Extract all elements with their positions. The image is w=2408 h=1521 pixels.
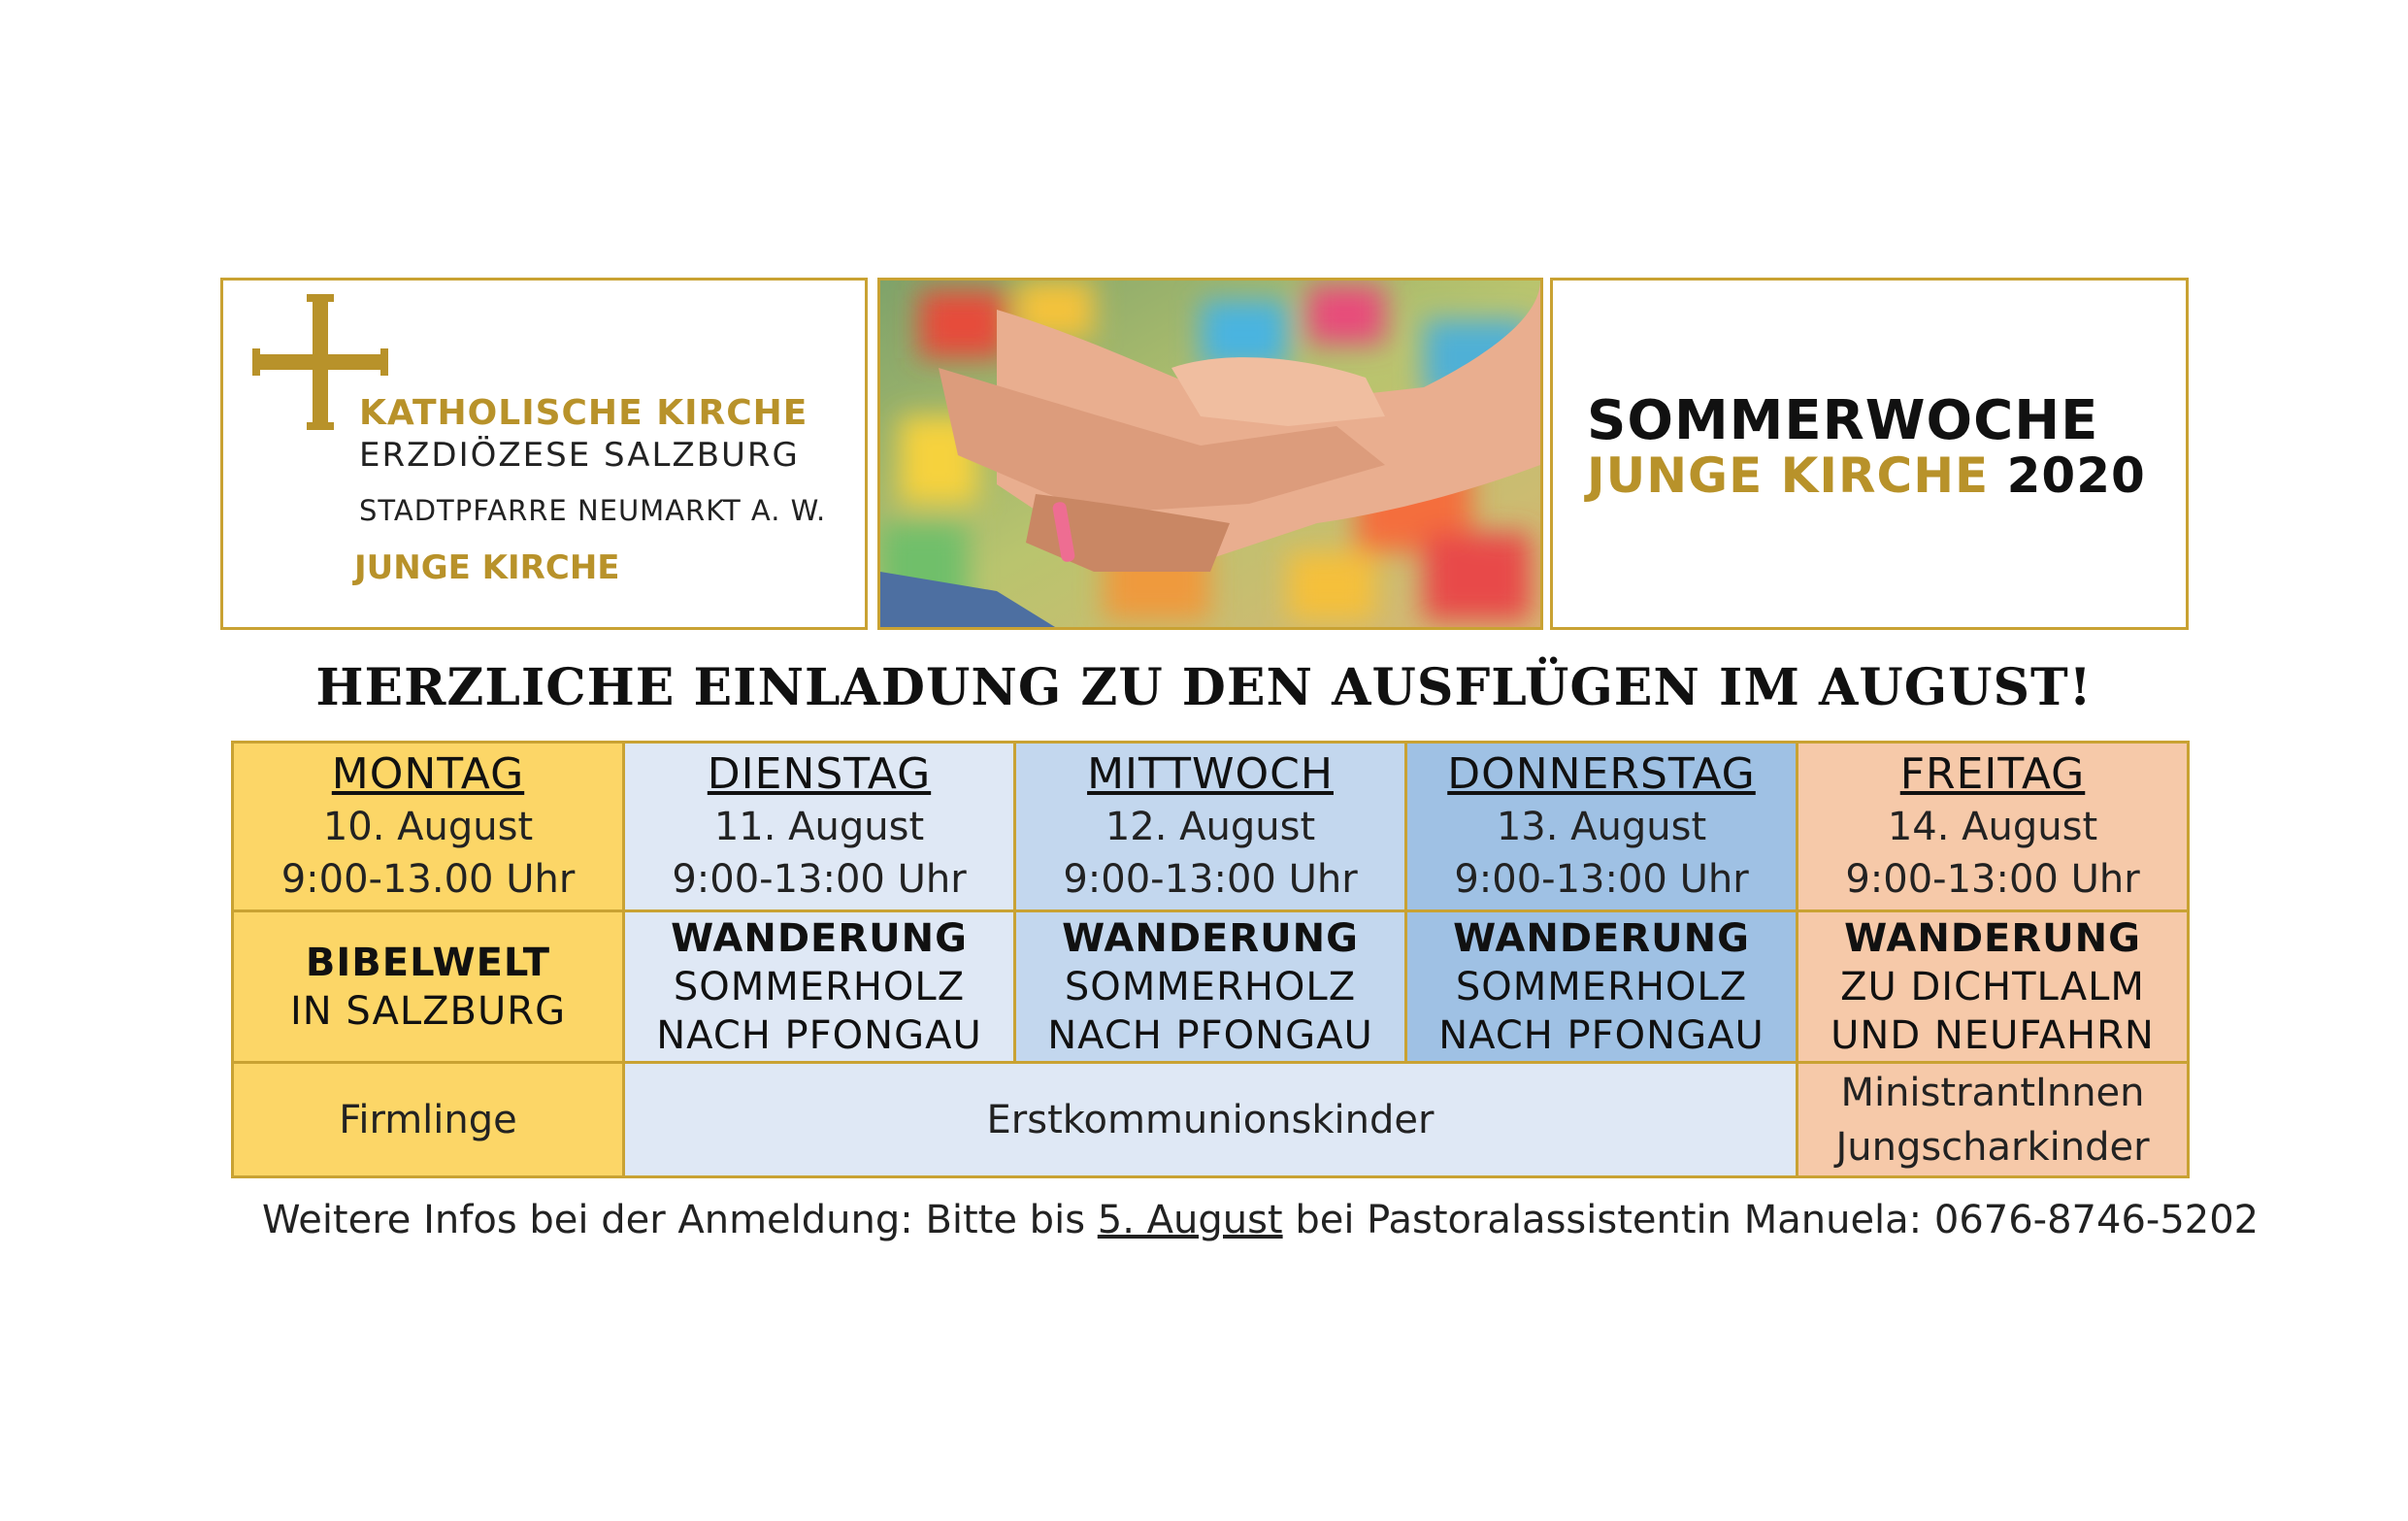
table-row	[233, 743, 2189, 911]
activity-title: WANDERUNG	[1062, 915, 1359, 961]
schedule-table	[231, 741, 2190, 1178]
activity-cell-wednesday	[1015, 911, 1406, 1063]
activity-cell-friday	[1798, 911, 2189, 1063]
activity-title: WANDERUNG	[671, 915, 968, 961]
logo-diocese: ERZDIÖZESE SALZBURG	[359, 436, 800, 475]
table-row	[233, 1063, 2189, 1177]
event-subtitle-group: JUNGE KIRCHE	[1587, 447, 1990, 504]
day-date: 14. August	[1887, 804, 2098, 849]
group-cell-friday	[1798, 1063, 2189, 1177]
day-time: 9:00-13.00 Uhr	[280, 856, 576, 902]
activity-detail: SOMMERHOLZ	[1064, 964, 1357, 1009]
table-row	[233, 911, 2189, 1063]
hands-together-image	[880, 281, 1540, 627]
day-cell-tuesday	[624, 743, 1015, 911]
group-cell-monday: Firmlinge	[233, 1063, 624, 1177]
day-cell-friday	[1798, 743, 2189, 911]
activity-detail: NACH PFONGAU	[1047, 1012, 1373, 1058]
day-name: DIENSTAG	[707, 748, 932, 799]
event-subtitle	[1587, 447, 2146, 504]
day-date: 12. August	[1105, 804, 1316, 849]
event-year: 2020	[2006, 447, 2146, 504]
activity-detail: IN SALZBURG	[289, 988, 567, 1034]
activity-detail: SOMMERHOLZ	[1455, 964, 1748, 1009]
logo-group: JUNGE KIRCHE	[354, 548, 620, 587]
activity-detail: ZU DICHTLALM	[1840, 964, 2145, 1009]
activity-title: WANDERUNG	[1844, 915, 2141, 961]
day-time: 9:00-13:00 Uhr	[672, 856, 967, 902]
activity-title: WANDERUNG	[1453, 915, 1750, 961]
day-time: 9:00-13:00 Uhr	[1454, 856, 1749, 902]
day-date: 11. August	[713, 804, 925, 849]
title-panel	[1550, 278, 2189, 630]
activity-detail: SOMMERHOLZ	[673, 964, 966, 1009]
hands-photo	[877, 278, 1543, 630]
day-cell-wednesday	[1015, 743, 1406, 911]
activity-detail: NACH PFONGAU	[656, 1012, 982, 1058]
day-cell-thursday	[1406, 743, 1798, 911]
group-name: MinistrantInnen	[1840, 1070, 2145, 1115]
activity-detail: UND NEUFAHRN	[1831, 1012, 2155, 1058]
day-cell-monday	[233, 743, 624, 911]
group-name: Jungscharkinder	[1835, 1124, 2150, 1170]
logo-panel	[220, 278, 868, 630]
logo-parish: STADTPFARRE NEUMARKT A. W.	[359, 494, 827, 527]
day-date: 13. August	[1496, 804, 1707, 849]
activity-detail: NACH PFONGAU	[1438, 1012, 1765, 1058]
activity-cell-tuesday	[624, 911, 1015, 1063]
day-name: MITTWOCH	[1087, 748, 1334, 799]
footer-contact: bei Pastoralassistentin Manuela: 0676-8746-5202	[1295, 1198, 2260, 1242]
activity-title: BIBELWELT	[305, 940, 551, 985]
invitation-headline: HERZLICHE EINLADUNG ZU DEN AUSFLÜGEN IM AUGUST!	[315, 658, 2093, 717]
day-name: FREITAG	[1899, 748, 2086, 799]
group-cell-tue-to-thu: Erstkommunionskinder	[624, 1063, 1798, 1177]
day-time: 9:00-13:00 Uhr	[1845, 856, 2140, 902]
registration-deadline: 5. August	[1097, 1198, 1283, 1242]
logo-organization: KATHOLISCHE KIRCHE	[359, 393, 808, 433]
day-name: MONTAG	[331, 748, 525, 799]
footer-prefix: Weitere Infos bei der Anmeldung: Bitte bis	[262, 1198, 1086, 1242]
activity-cell-thursday	[1406, 911, 1798, 1063]
day-name: DONNERSTAG	[1447, 748, 1756, 799]
day-date: 10. August	[322, 804, 534, 849]
event-title: SOMMERWOCHE	[1587, 389, 2099, 452]
day-time: 9:00-13:00 Uhr	[1063, 856, 1358, 902]
activity-cell-monday	[233, 911, 624, 1063]
registration-info	[262, 1198, 2259, 1242]
